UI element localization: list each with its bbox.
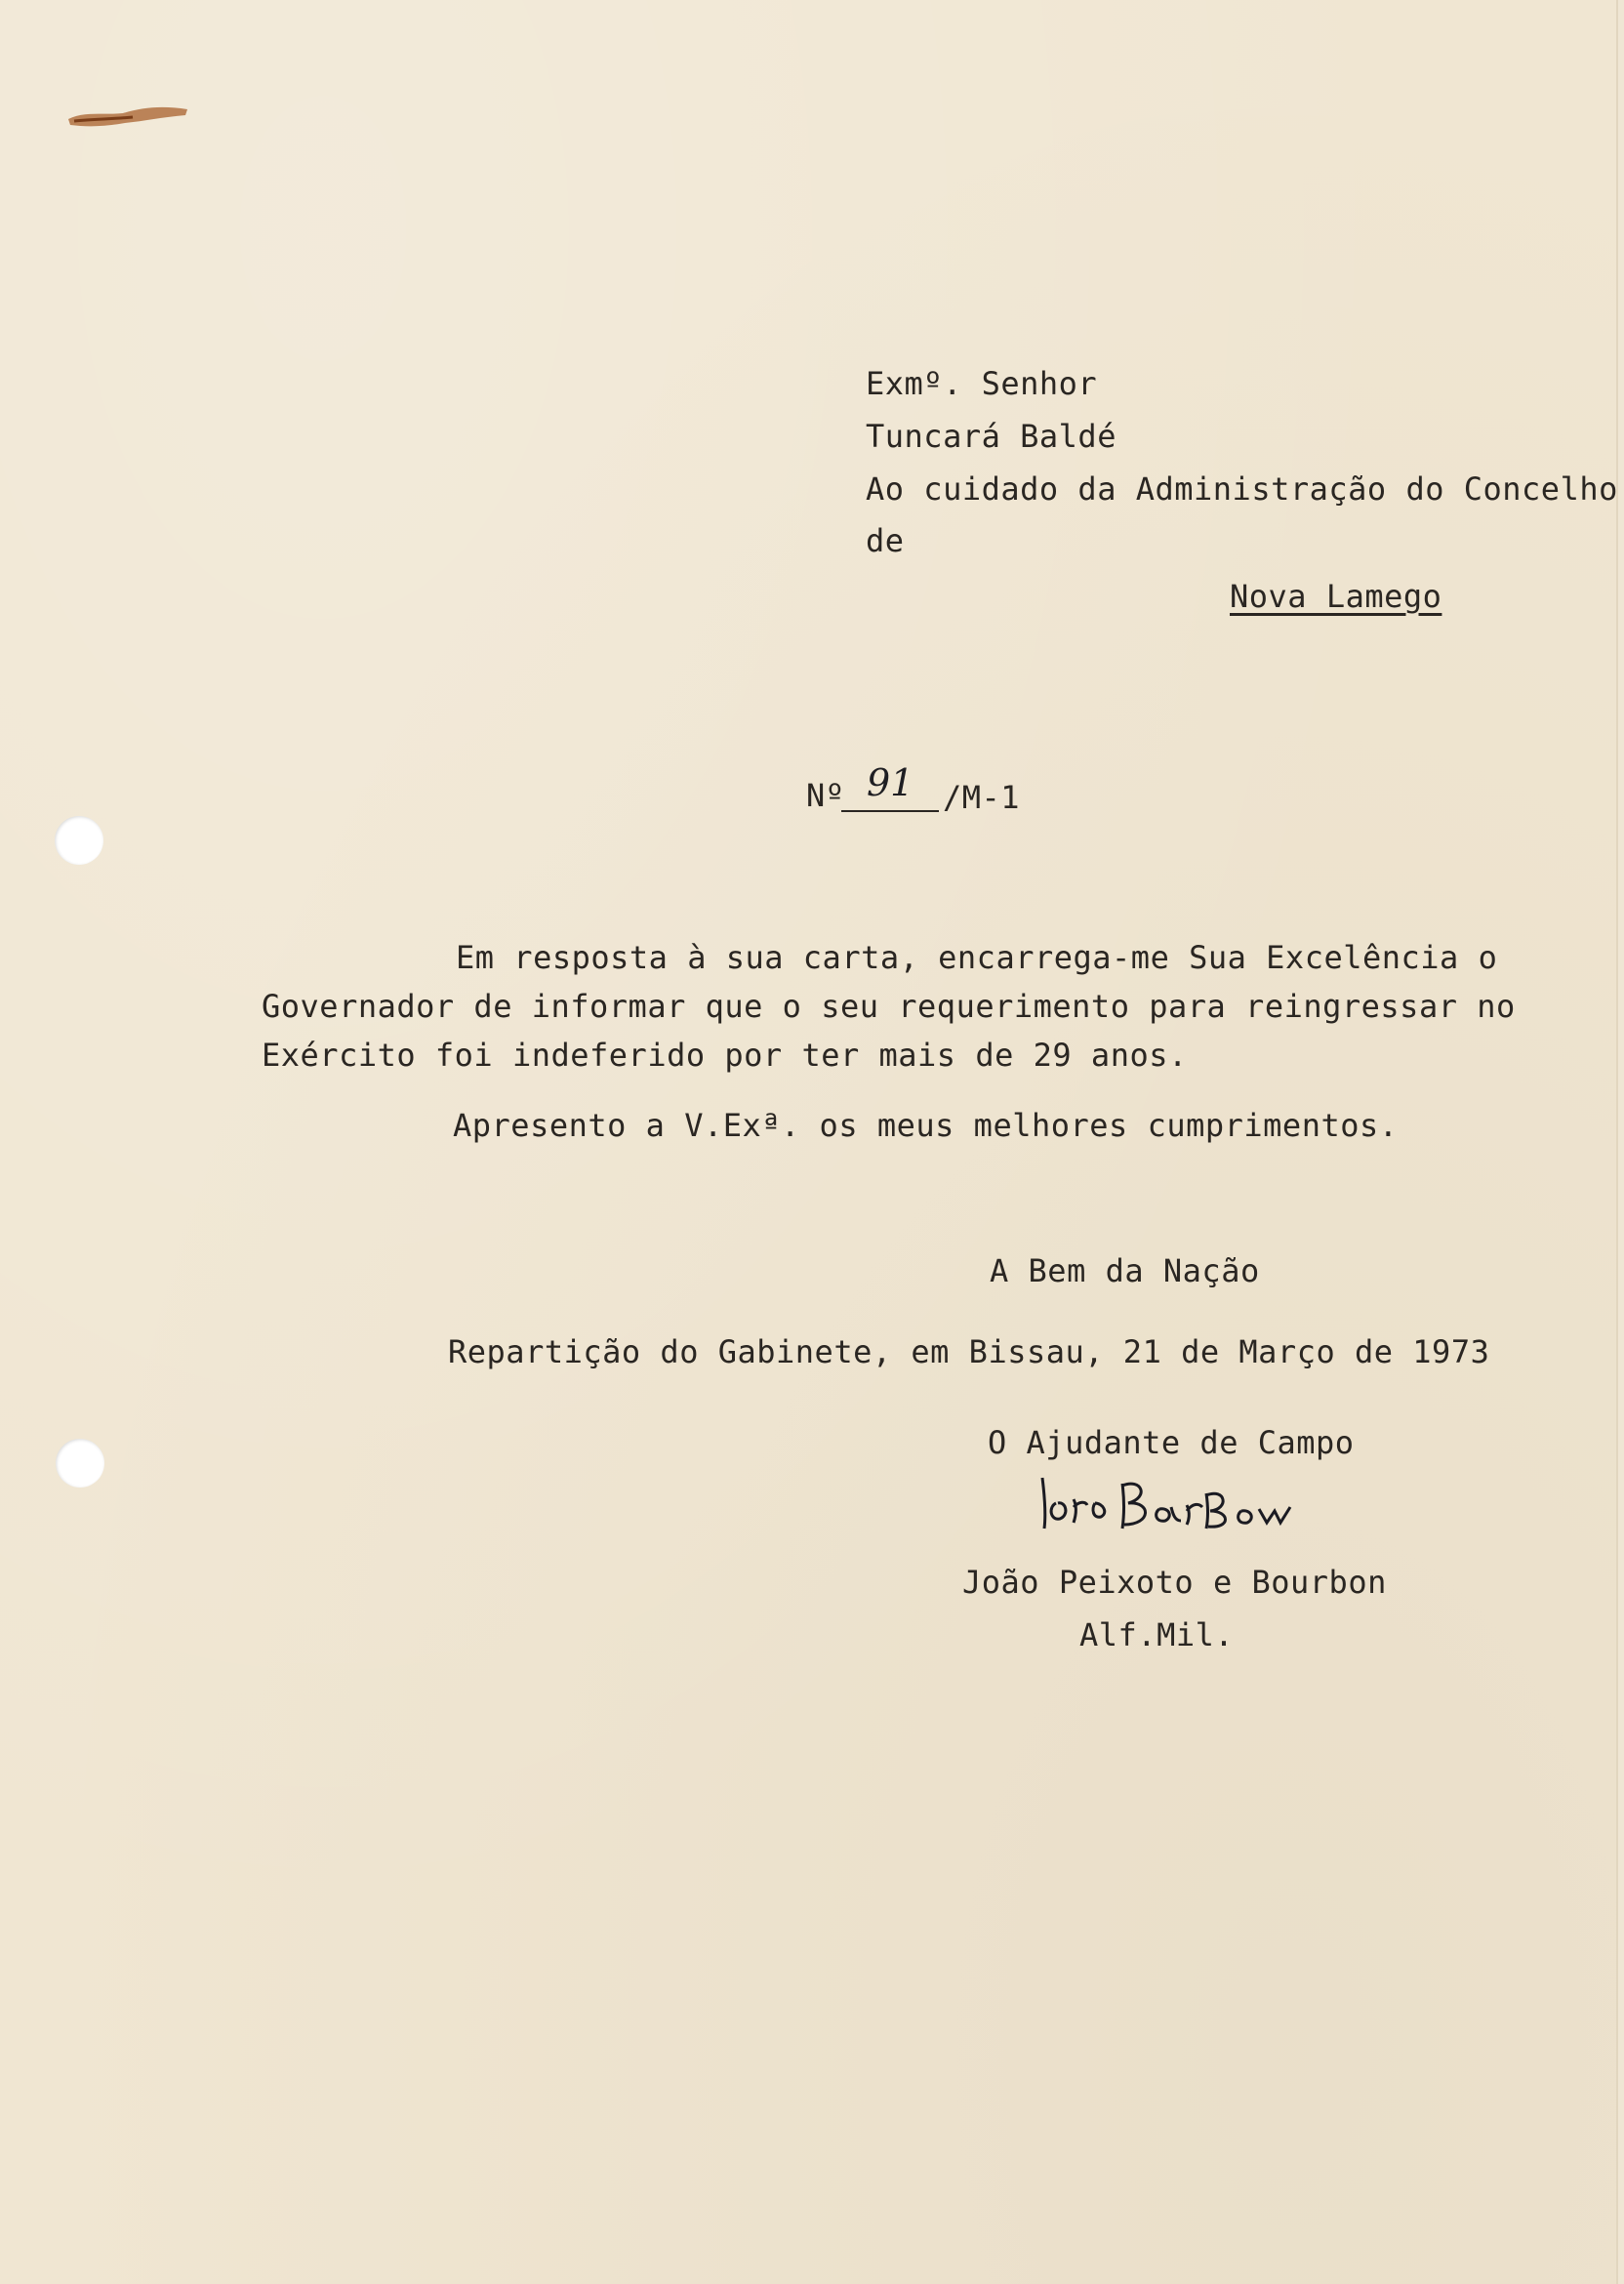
punch-hole <box>56 1439 104 1488</box>
recipient-name: Tuncará Baldé <box>866 418 1116 455</box>
punch-hole <box>55 816 103 865</box>
recipient-salutation: Exmº. Senhor <box>866 365 1098 402</box>
reference-prefix: Nº <box>806 777 845 814</box>
motto: A Bem da Nação <box>990 1252 1260 1289</box>
reference-number: 91 <box>867 761 914 804</box>
body-line-3: Exército foi indeferido por ter mais de 29 anos. <box>262 1037 1188 1074</box>
body-closing: Apresento a V.Exª. os meus melhores cumprimentos. <box>453 1107 1399 1144</box>
recipient-location: Nova Lamego <box>1230 578 1442 615</box>
body-line-2: Governador de informar que o seu requerimento para reingressar no <box>262 988 1516 1025</box>
rust-stain <box>64 98 191 131</box>
signatory-role: O Ajudante de Campo <box>988 1424 1355 1461</box>
place-date: Repartição do Gabinete, em Bissau, 21 de Março de 1973 <box>448 1333 1490 1370</box>
recipient-care-of: Ao cuidado da Administração do Concelho <box>866 470 1618 508</box>
reference-suffix: /M-1 <box>943 779 1021 816</box>
reference-number-line <box>841 810 939 812</box>
body-line-1: Em resposta à sua carta, encarrega-me Sua Excelência o <box>456 939 1498 976</box>
recipient-preposition: de <box>866 522 905 559</box>
signatory-rank: Alf.Mil. <box>1079 1616 1235 1653</box>
handwritten-signature <box>1035 1464 1298 1542</box>
signatory-name: João Peixoto e Bourbon <box>962 1564 1387 1601</box>
